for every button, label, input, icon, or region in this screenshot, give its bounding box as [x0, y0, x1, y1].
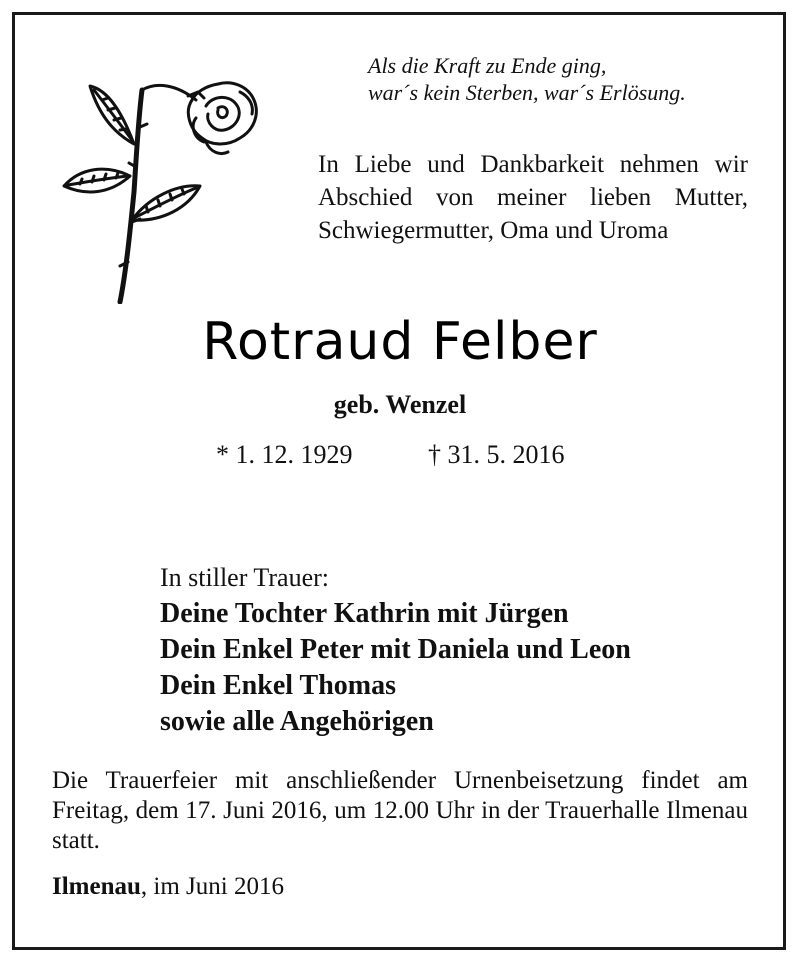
death-date: † 31. 5. 2016: [428, 440, 565, 469]
birth-date: * 1. 12. 1929: [216, 440, 353, 469]
motto-line-2: war´s kein Sterben, war´s Erlösung.: [368, 80, 686, 105]
service-info: Die Trauerfeier mit anschließender Urnenbeisetzung findet am Freitag, dem 17. Juni 2016, um 12.00 Uhr in der Trauerhalle Ilmenau statt.: [52, 767, 748, 854]
mourners-list: [160, 596, 631, 740]
mourner-line: sowie alle Angehörigen: [160, 706, 434, 737]
mourner-line: Dein Enkel Thomas: [160, 670, 396, 701]
deceased-name: Rotraud Felber: [202, 312, 598, 372]
mourner-line: Dein Enkel Peter mit Daniela und Leon: [160, 634, 631, 665]
place-date-text: , im Juni 2016: [140, 873, 284, 900]
mourning-label: In stiller Trauer:: [160, 563, 329, 592]
maiden-name: geb. Wenzel: [333, 390, 467, 419]
intro-text: In Liebe und Dankbarkeit nehmen wir Abschied von meiner lieben Mutter, Schwiegermutter, Oma und Uroma: [318, 151, 748, 244]
mourner-line: Deine Tochter Kathrin mit Jürgen: [160, 598, 569, 629]
motto-line-1: Als die Kraft zu Ende ging,: [368, 53, 607, 78]
place-city: Ilmenau: [52, 873, 141, 900]
place-date: [52, 872, 284, 902]
rose-icon: [56, 72, 266, 304]
motto-quote: [368, 52, 768, 106]
